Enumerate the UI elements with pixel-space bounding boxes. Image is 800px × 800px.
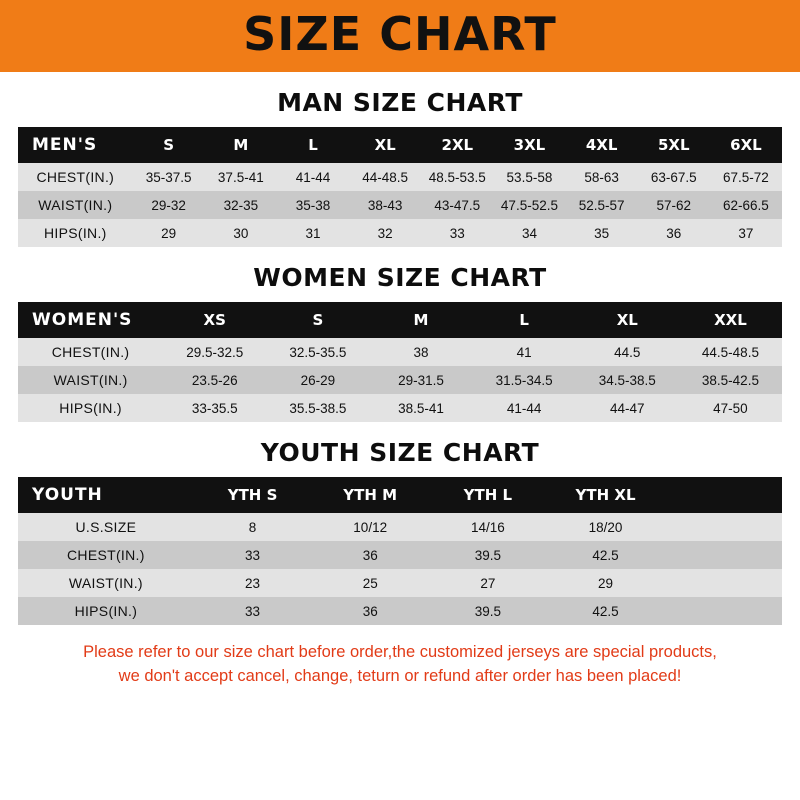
youth-size-table bbox=[18, 477, 782, 625]
women-header-xs: XS bbox=[163, 302, 266, 338]
youth-hips-m: 36 bbox=[311, 597, 429, 625]
men-hips-4xl: 35 bbox=[566, 219, 638, 247]
men-chest-xl: 44-48.5 bbox=[349, 163, 421, 191]
youth-table-body bbox=[18, 513, 782, 625]
men-hips-s: 29 bbox=[133, 219, 205, 247]
men-waist-3xl: 47.5-52.5 bbox=[493, 191, 565, 219]
men-header-6xl: 6XL bbox=[710, 127, 782, 163]
men-waist-4xl: 52.5-57 bbox=[566, 191, 638, 219]
youth-ussize-blank bbox=[664, 513, 782, 541]
men-header-label: MEN'S bbox=[18, 127, 133, 163]
men-chest-3xl: 53.5-58 bbox=[493, 163, 565, 191]
youth-waist-blank bbox=[664, 569, 782, 597]
women-header-m: M bbox=[369, 302, 472, 338]
table-row bbox=[18, 597, 782, 625]
women-hips-xl: 44-47 bbox=[576, 394, 679, 422]
table-row bbox=[18, 394, 782, 422]
youth-waist-xl: 29 bbox=[547, 569, 665, 597]
men-chest-s: 35-37.5 bbox=[133, 163, 205, 191]
women-chest-label: CHEST(IN.) bbox=[18, 338, 163, 366]
chart-content bbox=[0, 88, 800, 689]
table-header-row bbox=[18, 477, 782, 513]
youth-header-m: YTH M bbox=[311, 477, 429, 513]
table-row bbox=[18, 219, 782, 247]
youth-waist-label: WAIST(IN.) bbox=[18, 569, 194, 597]
women-hips-xs: 33-35.5 bbox=[163, 394, 266, 422]
men-header-2xl: 2XL bbox=[421, 127, 493, 163]
youth-chest-xl: 42.5 bbox=[547, 541, 665, 569]
youth-ussize-label: U.S.SIZE bbox=[18, 513, 194, 541]
women-header-s: S bbox=[266, 302, 369, 338]
men-header-3xl: 3XL bbox=[493, 127, 565, 163]
youth-table-head bbox=[18, 477, 782, 513]
women-hips-l: 41-44 bbox=[473, 394, 576, 422]
women-hips-s: 35.5-38.5 bbox=[266, 394, 369, 422]
women-section-title: WOMEN SIZE CHART bbox=[253, 263, 547, 292]
men-chest-l: 41-44 bbox=[277, 163, 349, 191]
men-waist-6xl: 62-66.5 bbox=[710, 191, 782, 219]
youth-ussize-s: 8 bbox=[194, 513, 312, 541]
youth-header-label: YOUTH bbox=[18, 477, 194, 513]
men-waist-label: WAIST(IN.) bbox=[18, 191, 133, 219]
footer-note bbox=[18, 641, 782, 689]
youth-chest-blank bbox=[664, 541, 782, 569]
youth-header-blank bbox=[664, 477, 782, 513]
youth-ussize-l: 14/16 bbox=[429, 513, 547, 541]
women-waist-xs: 23.5-26 bbox=[163, 366, 266, 394]
men-waist-m: 32-35 bbox=[205, 191, 277, 219]
women-header-l: L bbox=[473, 302, 576, 338]
men-chest-m: 37.5-41 bbox=[205, 163, 277, 191]
men-hips-label: HIPS(IN.) bbox=[18, 219, 133, 247]
footer-note-line-1: Please refer to our size chart before order,the customized jerseys are special products, bbox=[83, 643, 717, 661]
men-hips-m: 30 bbox=[205, 219, 277, 247]
men-size-table bbox=[18, 127, 782, 247]
youth-hips-blank bbox=[664, 597, 782, 625]
women-waist-label: WAIST(IN.) bbox=[18, 366, 163, 394]
men-header-l: L bbox=[277, 127, 349, 163]
women-hips-xxl: 47-50 bbox=[679, 394, 782, 422]
page-header bbox=[0, 0, 800, 72]
women-chest-l: 41 bbox=[473, 338, 576, 366]
men-chest-4xl: 58-63 bbox=[566, 163, 638, 191]
page-title: SIZE CHART bbox=[243, 7, 557, 61]
women-chest-xxl: 44.5-48.5 bbox=[679, 338, 782, 366]
men-waist-l: 35-38 bbox=[277, 191, 349, 219]
table-row bbox=[18, 191, 782, 219]
women-waist-xl: 34.5-38.5 bbox=[576, 366, 679, 394]
table-row bbox=[18, 569, 782, 597]
men-waist-s: 29-32 bbox=[133, 191, 205, 219]
women-chest-xs: 29.5-32.5 bbox=[163, 338, 266, 366]
women-waist-l: 31.5-34.5 bbox=[473, 366, 576, 394]
youth-header-s: YTH S bbox=[194, 477, 312, 513]
youth-header-l: YTH L bbox=[429, 477, 547, 513]
men-header-m: M bbox=[205, 127, 277, 163]
youth-hips-label: HIPS(IN.) bbox=[18, 597, 194, 625]
men-waist-5xl: 57-62 bbox=[638, 191, 710, 219]
youth-hips-xl: 42.5 bbox=[547, 597, 665, 625]
men-size-section bbox=[18, 88, 782, 247]
women-size-section bbox=[18, 263, 782, 422]
table-row bbox=[18, 513, 782, 541]
women-table-head bbox=[18, 302, 782, 338]
men-hips-6xl: 37 bbox=[710, 219, 782, 247]
table-header-row bbox=[18, 127, 782, 163]
women-table-body bbox=[18, 338, 782, 422]
youth-chest-label: CHEST(IN.) bbox=[18, 541, 194, 569]
women-chest-m: 38 bbox=[369, 338, 472, 366]
men-header-s: S bbox=[133, 127, 205, 163]
men-waist-2xl: 43-47.5 bbox=[421, 191, 493, 219]
youth-chest-l: 39.5 bbox=[429, 541, 547, 569]
men-table-head bbox=[18, 127, 782, 163]
women-size-table bbox=[18, 302, 782, 422]
men-waist-xl: 38-43 bbox=[349, 191, 421, 219]
table-row bbox=[18, 541, 782, 569]
men-hips-3xl: 34 bbox=[493, 219, 565, 247]
youth-hips-s: 33 bbox=[194, 597, 312, 625]
men-header-xl: XL bbox=[349, 127, 421, 163]
youth-waist-m: 25 bbox=[311, 569, 429, 597]
men-hips-2xl: 33 bbox=[421, 219, 493, 247]
women-waist-s: 26-29 bbox=[266, 366, 369, 394]
men-hips-xl: 32 bbox=[349, 219, 421, 247]
footer-note-line-2: we don't accept cancel, change, teturn or refund after order has been placed! bbox=[118, 666, 682, 685]
youth-size-section bbox=[18, 438, 782, 625]
women-waist-xxl: 38.5-42.5 bbox=[679, 366, 782, 394]
women-hips-label: HIPS(IN.) bbox=[18, 394, 163, 422]
youth-ussize-m: 10/12 bbox=[311, 513, 429, 541]
table-header-row bbox=[18, 302, 782, 338]
men-section-title: MAN SIZE CHART bbox=[277, 88, 523, 117]
men-hips-5xl: 36 bbox=[638, 219, 710, 247]
youth-ussize-xl: 18/20 bbox=[547, 513, 665, 541]
youth-waist-s: 23 bbox=[194, 569, 312, 597]
men-header-4xl: 4XL bbox=[566, 127, 638, 163]
women-chest-xl: 44.5 bbox=[576, 338, 679, 366]
youth-chest-s: 33 bbox=[194, 541, 312, 569]
men-header-5xl: 5XL bbox=[638, 127, 710, 163]
women-header-xl: XL bbox=[576, 302, 679, 338]
men-chest-5xl: 63-67.5 bbox=[638, 163, 710, 191]
youth-chest-m: 36 bbox=[311, 541, 429, 569]
men-chest-label: CHEST(IN.) bbox=[18, 163, 133, 191]
men-chest-2xl: 48.5-53.5 bbox=[421, 163, 493, 191]
women-chest-s: 32.5-35.5 bbox=[266, 338, 369, 366]
women-header-label: WOMEN'S bbox=[18, 302, 163, 338]
youth-hips-l: 39.5 bbox=[429, 597, 547, 625]
youth-header-xl: YTH XL bbox=[547, 477, 665, 513]
youth-section-title: YOUTH SIZE CHART bbox=[260, 438, 540, 467]
men-hips-l: 31 bbox=[277, 219, 349, 247]
table-row bbox=[18, 366, 782, 394]
women-waist-m: 29-31.5 bbox=[369, 366, 472, 394]
men-table-body bbox=[18, 163, 782, 247]
women-hips-m: 38.5-41 bbox=[369, 394, 472, 422]
table-row bbox=[18, 338, 782, 366]
women-header-xxl: XXL bbox=[679, 302, 782, 338]
table-row bbox=[18, 163, 782, 191]
men-chest-6xl: 67.5-72 bbox=[710, 163, 782, 191]
youth-waist-l: 27 bbox=[429, 569, 547, 597]
